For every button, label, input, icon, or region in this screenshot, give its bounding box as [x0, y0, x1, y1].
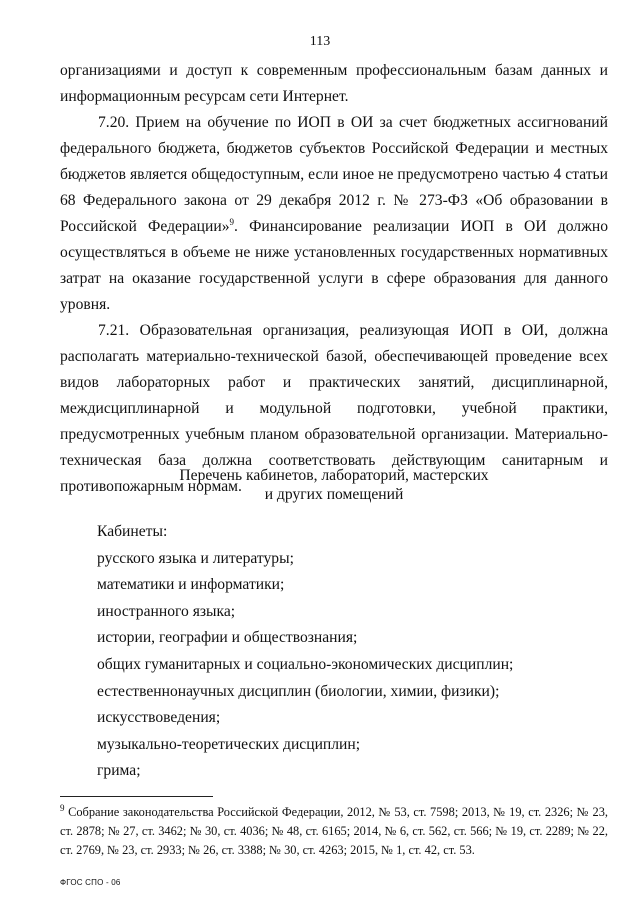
list-item: искусствоведения;: [97, 709, 221, 727]
footnote-text: Собрание законодательства Российской Федерации, 2012, № 53, ст. 7598; 2013, № 19, ст. 2326; № 23, ст. 2878; № 27, ст. 3462; № 30, ст. 4036; № 48, ст. 6165; 2014, № 6, ст. 562, ст. 566; № 19, ст. 2289; № 22, ст. 2769, № 23, ст. 2933; № 26, ст. 3388; № 30, ст. 4263; 2015, № 1, ст. 42, ст. 53.: [60, 805, 608, 857]
list-item: математики и информатики;: [97, 576, 285, 594]
footnote-marker: 9: [60, 802, 65, 813]
list-item: общих гуманитарных и социально-экономических дисциплин;: [97, 655, 514, 673]
footnote-divider: [60, 796, 213, 797]
list-item: грима;: [97, 762, 141, 780]
footnote-reference: 9: [229, 216, 234, 227]
list-item: русского языка и литературы;: [97, 549, 294, 567]
list-title: Кабинеты:: [97, 523, 168, 540]
list-item: музыкально-теоретических дисциплин;: [97, 735, 361, 753]
section-heading-line-2: и других помещений: [264, 486, 404, 503]
paragraph-continued: организациями и доступ к современным профессиональным базам данных и информационным ресурсам сети Интернет.: [60, 62, 608, 105]
list-item: естественнонаучных дисциплин (биологии, химии, физики);: [97, 682, 500, 700]
paragraph-7-20-text: 7.20. Прием на обучение по ИОП в ОИ за счет бюджетных ассигнований федерального бюджета, бюджетов субъектов Российской Федерации и местных бюджетов является общедоступным, если иное не предусмотрено частью 4 статьи 68 Федерального закона от 29 декабря 2012 г. № 273-ФЗ «Об образовании в Российской Федерации»: [60, 114, 608, 235]
footer-label: ФГОС СПО - 06: [60, 878, 121, 887]
paragraph-7-20-text-cont: . Финансирование реализации ИОП в ОИ должно осуществляться в объеме не ниже установленных государственных нормативных затрат на оказание государственной услуги в сфере образования для данного уровня.: [60, 218, 608, 313]
page-number: 113: [309, 34, 331, 49]
section-heading-line-1: Перечень кабинетов, лабораторий, мастерских: [179, 467, 489, 484]
paragraph-7-20: [60, 110, 608, 318]
footnote: [60, 803, 608, 860]
document-body: [60, 58, 608, 500]
rooms-list: [97, 519, 597, 785]
paragraph-7-21: 7.21. Образовательная организация, реализующая ИОП в ОИ, должна располагать материально-технической базой, обеспечивающей проведение всех видов лабораторных работ и практических занятий, дисциплинарной, междисциплинарной и модульной подготовки, учебной практики, предусмотренных учебным планом образовательной организации. Материально-техническая база должна соответствовать действующим санитарным и противопожарным нормам.: [60, 322, 608, 495]
list-item: иностранного языка;: [97, 602, 236, 620]
section-heading: [60, 466, 608, 504]
list-item: истории, географии и обществознания;: [97, 629, 358, 647]
